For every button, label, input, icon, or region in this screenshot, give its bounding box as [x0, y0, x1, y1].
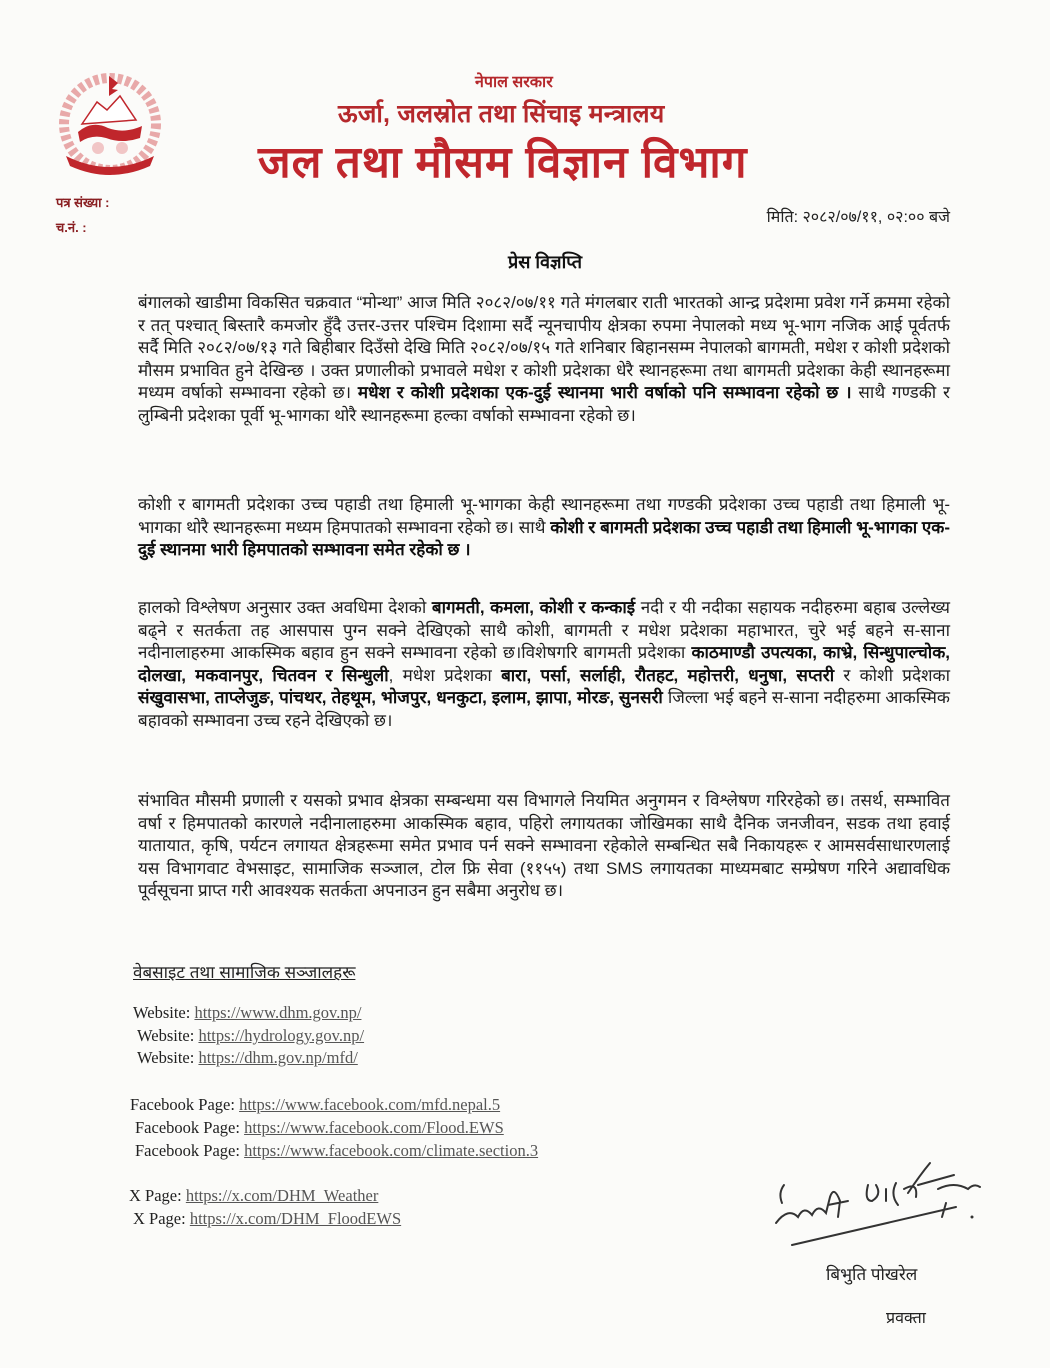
website-link[interactable]: https://www.dhm.gov.np/	[194, 1003, 362, 1022]
paragraph-snowfall-forecast	[138, 494, 950, 562]
paragraph-text: , मधेश प्रदेशका	[388, 665, 502, 685]
website-link[interactable]: https://dhm.gov.np/mfd/	[198, 1048, 358, 1067]
website-link-row	[133, 1003, 361, 1023]
paragraph-advisory: संभावित मौसमी प्रणाली र यसको प्रभाव क्षेत्रका सम्बन्धमा यस विभागले नियमित अनुगमन र विश्लेषण गरिरहेको छ। तसर्थ, सम्भावित वर्षा र हिमपातको कारणले नदीनालाहरुमा आकस्मिक बहाव, पहिरो लगायतका जोखिमका साथै दैनिक जनजीवन, सडक तथा हवाई यातायात, कृषि, पर्यटन लगायत क्षेत्रहरूमा समेत प्रभाव पर्न सक्ने सम्भावना रहेकोले सम्बन्धित सबै निकायहरू र आमसर्वसाधारणलाई यस विभागवाट वेभसाइट, सामाजिक सञ्जाल, टोल फ्रि सेवा (११५५) तथा SMS लगायतका माध्यमबाट सम्प्रेषण गरिने अद्यावधिक पूर्वसूचना प्राप्त गरी आवश्यक सतर्कता अपनाउन हुन सबैमा अनुरोध छ।	[138, 791, 950, 900]
dispatch-number-label: च.नं. :	[56, 220, 87, 235]
facebook-link-row	[135, 1118, 504, 1138]
koshi-districts: संखुवासभा, ताप्लेजुङ, पांचथर, तेहथूम, भोजपुर, धनकुटा, इलाम, झापा, मोरङ, सुनसरी	[138, 688, 663, 707]
link-label: Website:	[137, 1048, 195, 1067]
x-link-row	[129, 1186, 378, 1206]
facebook-link-row	[135, 1141, 538, 1161]
paragraph-text: नदी र यी नदीका सहायक नदीहरुमा बहाब उल्लेख्य बढ्ने र सतर्कता तह आसपास पुग्न सक्ने देखिएको साथै कोशी, बागमती र मधेश प्रदेशका महाभारत, चुरे भई बहने स-साना नदीनालाहरुमा आकस्मिक बहाव हुन सक्ने सम्भावना रहेको छ।विशेषगरि बागमती प्रदेशका	[138, 598, 951, 662]
facebook-link[interactable]: https://www.facebook.com/mfd.nepal.5	[239, 1095, 501, 1114]
link-label: X Page:	[133, 1209, 186, 1228]
department-name: जल तथा मौसम विज्ञान विभाग	[258, 138, 748, 187]
link-label: X Page:	[129, 1186, 182, 1205]
issue-date: मिति: २०८२/०७/११, ०२:०० बजे	[766, 209, 950, 226]
x-link[interactable]: https://x.com/DHM_FloodEWS	[189, 1209, 402, 1228]
highlight-text: कोशी र बागमती प्रदेशका उच्च पहाडी तथा हिमाली भू-भागका एक-दुई स्थानमा भारी हिमपातको सम्भावना समेत रहेको छ ।	[138, 517, 950, 559]
paragraph-flood-analysis	[138, 597, 950, 732]
signatory-name: बिभुति पोखरेल	[826, 1265, 918, 1284]
paragraph-rainfall-forecast	[138, 292, 950, 427]
highlight-text: मधेश र कोशी प्रदेशका एक-दुई स्थानमा भारी वर्षाको पनि सम्भावना रहेको छ ।	[357, 383, 852, 402]
government-label: नेपाल सरकार	[475, 74, 553, 91]
paragraph-text: साथै गण्डकी र लुम्बिनी प्रदेशका पूर्वी भू-भागका थोरै स्थानहरूमा हल्का वर्षाको सम्भावना रहेको छ।	[138, 383, 950, 425]
rivers-list: बागमती, कमला, कोशी र कन्काई	[431, 598, 636, 617]
facebook-link[interactable]: https://www.facebook.com/Flood.EWS	[244, 1118, 504, 1137]
paragraph-text: जिल्ला भई बहने स-साना नदीहरुमा आकस्मिक बहावको सम्भावना उच्च रहने देखिएको छ।	[138, 688, 950, 730]
link-label: Website:	[137, 1026, 195, 1045]
facebook-link[interactable]: https://www.facebook.com/climate.section.3	[244, 1141, 539, 1160]
website-link-row	[137, 1048, 358, 1068]
x-link[interactable]: https://x.com/DHM_Weather	[185, 1186, 379, 1205]
document-title: प्रेस विज्ञप्ति	[507, 252, 583, 272]
website-link[interactable]: https://hydrology.gov.np/	[198, 1026, 365, 1045]
paragraph-text: कोशी र बागमती प्रदेशका उच्च पहाडी तथा हिमाली भू-भागका केही स्थानहरूमा तथा गण्डकी प्रदेशका उच्च पहाडी तथा हिमाली भू-भागका थोरै स्थानहरूमा मध्यम हिमपातको सम्भावना रहेको छ। साथै	[138, 495, 950, 537]
link-label: Facebook Page:	[135, 1118, 240, 1137]
signatory-designation: प्रवक्ता	[886, 1310, 926, 1327]
paragraph-text: बंगालको खाडीमा विकसित चक्रवात “मोन्था” आज मिति २०८२/०७/११ गते मंगलबार राती भारतको आन्द्र प्रदेशमा प्रवेश गर्ने क्रममा रहेको र तत् पश्चात् बिस्तारै कमजोर हुँदै उत्तर-उत्तर पश्चिम दिशामा सर्दै न्यूनचापीय क्षेत्रका रुपमा नेपालको मध्य भू-भाग नजिक आई पूर्वतर्फ सर्दै मिति २०८२/०७/१३ गते बिहीबार दिउँसो देखि मिति २०८२/०७/१५ गते शनिबार बिहानसम्म नेपालको बागमती, मधेश र कोशी प्रदेशको मौसम प्रभावित हुने देखिन्छ । उक्त प्रणालीको प्रभावले मधेश र कोशी प्रदेशका धेरै स्थानहरूमा तथा बागमती प्रदेशका केही स्थानहरूमा मध्यम वर्षाको सम्भावना रहेको छ।	[138, 293, 950, 402]
bagmati-districts: काठमाण्डौ उपत्यका, काभ्रे, सिन्धुपाल्चोक, दोलखा, मकवानपुर, चितवन र सिन्धुली	[138, 643, 950, 685]
link-label: Facebook Page:	[130, 1095, 235, 1114]
ministry-name: ऊर्जा, जलस्रोत तथा सिंचाइ मन्त्रालय	[338, 100, 665, 128]
handwritten-signature	[768, 1145, 998, 1255]
link-label: Website:	[133, 1003, 191, 1022]
social-links-heading: वेबसाइट तथा सामाजिक सञ्जालहरू	[133, 963, 356, 982]
nepal-emblem-icon	[52, 68, 168, 184]
x-link-row	[133, 1209, 401, 1229]
website-link-row	[137, 1026, 364, 1046]
paragraph-text: र कोशी प्रदेशका	[834, 665, 951, 685]
madhesh-districts: बारा, पर्सा, सर्लाही, रौतहट, महोत्तरी, धनुषा, सप्तरी	[501, 665, 835, 685]
paragraph-text: हालको विश्लेषण अनुसार उक्त अवधिमा देशको	[138, 598, 432, 617]
link-label: Facebook Page:	[135, 1141, 240, 1160]
letter-number-label: पत्र संख्या :	[56, 195, 110, 210]
facebook-link-row	[130, 1095, 500, 1115]
